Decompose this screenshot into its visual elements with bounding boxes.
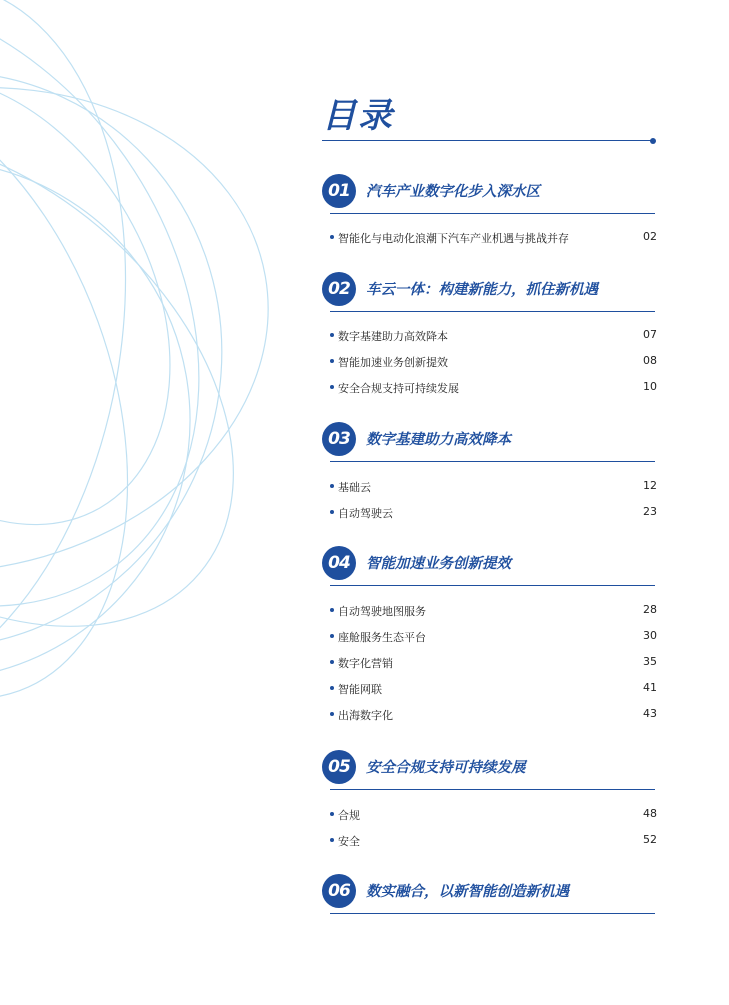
bullet-icon bbox=[330, 608, 334, 612]
toc-entry[interactable] bbox=[330, 706, 657, 724]
dot-icon bbox=[650, 138, 656, 144]
section-heading[interactable] bbox=[322, 174, 657, 214]
toc-entry-page: 12 bbox=[643, 479, 657, 492]
toc-entry-title: 智能加速业务创新提效 bbox=[338, 356, 448, 369]
toc-entry-title: 座舱服务生态平台 bbox=[338, 631, 426, 644]
toc-entry[interactable] bbox=[330, 379, 657, 397]
section-number-badge: 04 bbox=[322, 546, 356, 580]
toc-entry-page: 30 bbox=[643, 629, 657, 642]
toc-entry-title: 出海数字化 bbox=[338, 709, 393, 722]
bullet-icon bbox=[330, 686, 334, 690]
section-number-badge: 03 bbox=[322, 422, 356, 456]
toc-entry[interactable] bbox=[330, 832, 657, 850]
section-title: 车云一体：构建新能力，抓住新机遇 bbox=[366, 282, 598, 298]
title-rule bbox=[322, 140, 652, 141]
toc-entry-title: 自动驾驶地图服务 bbox=[338, 605, 426, 618]
section-rule bbox=[330, 789, 655, 790]
bullet-icon bbox=[330, 510, 334, 514]
toc-entry-title: 数字化营销 bbox=[338, 657, 393, 670]
toc-entry-title: 安全合规支持可持续发展 bbox=[338, 382, 459, 395]
toc-entry-title: 安全 bbox=[338, 835, 360, 848]
bullet-icon bbox=[330, 359, 334, 363]
section-heading[interactable] bbox=[322, 750, 657, 790]
section-heading[interactable] bbox=[322, 272, 657, 312]
toc-entry-title: 智能网联 bbox=[338, 683, 382, 696]
section-rule bbox=[330, 913, 655, 914]
section-title: 数字基建助力高效降本 bbox=[366, 432, 511, 448]
toc-entry-page: 07 bbox=[643, 328, 657, 341]
section-heading[interactable] bbox=[322, 874, 657, 914]
bullet-icon bbox=[330, 235, 334, 239]
toc-entry-title: 智能化与电动化浪潮下汽车产业机遇与挑战并存 bbox=[338, 232, 569, 245]
toc-entry-page: 08 bbox=[643, 354, 657, 367]
toc-entry-page: 02 bbox=[643, 230, 657, 243]
toc-entry[interactable] bbox=[330, 478, 657, 496]
toc-entry-title: 数字基建助力高效降本 bbox=[338, 330, 448, 343]
section-number-badge: 06 bbox=[322, 874, 356, 908]
toc-entry[interactable] bbox=[330, 229, 657, 247]
bullet-icon bbox=[330, 838, 334, 842]
section-number-badge: 02 bbox=[322, 272, 356, 306]
toc-entry-page: 52 bbox=[643, 833, 657, 846]
section-title: 数实融合，以新智能创造新机遇 bbox=[366, 884, 569, 900]
toc-entry[interactable] bbox=[330, 504, 657, 522]
toc-entry-page: 48 bbox=[643, 807, 657, 820]
toc-entry-title: 基础云 bbox=[338, 481, 371, 494]
toc-entry[interactable] bbox=[330, 680, 657, 698]
toc-entry[interactable] bbox=[330, 602, 657, 620]
section-rule bbox=[330, 311, 655, 312]
section-title: 智能加速业务创新提效 bbox=[366, 556, 511, 572]
section-title: 安全合规支持可持续发展 bbox=[366, 760, 526, 776]
toc-entry[interactable] bbox=[330, 327, 657, 345]
toc-entry-title: 自动驾驶云 bbox=[338, 507, 393, 520]
bullet-icon bbox=[330, 484, 334, 488]
section-heading[interactable] bbox=[322, 546, 657, 586]
toc-entry-page: 41 bbox=[643, 681, 657, 694]
section-rule bbox=[330, 585, 655, 586]
bullet-icon bbox=[330, 385, 334, 389]
section-heading[interactable] bbox=[322, 422, 657, 462]
bullet-icon bbox=[330, 333, 334, 337]
toc-entry-title: 合规 bbox=[338, 809, 360, 822]
toc-entry[interactable] bbox=[330, 353, 657, 371]
section-rule bbox=[330, 213, 655, 214]
bullet-icon bbox=[330, 812, 334, 816]
bullet-icon bbox=[330, 712, 334, 716]
section-rule bbox=[330, 461, 655, 462]
bullet-icon bbox=[330, 660, 334, 664]
toc-entry-page: 35 bbox=[643, 655, 657, 668]
toc-entry[interactable] bbox=[330, 628, 657, 646]
section-number-badge: 05 bbox=[322, 750, 356, 784]
toc-entry-page: 28 bbox=[643, 603, 657, 616]
toc-entry-page: 10 bbox=[643, 380, 657, 393]
toc-entry[interactable] bbox=[330, 654, 657, 672]
toc-entry[interactable] bbox=[330, 806, 657, 824]
page-title: 目录 bbox=[322, 96, 394, 136]
toc-entry-page: 43 bbox=[643, 707, 657, 720]
bullet-icon bbox=[330, 634, 334, 638]
toc-entry-page: 23 bbox=[643, 505, 657, 518]
section-number-badge: 01 bbox=[322, 174, 356, 208]
section-title: 汽车产业数字化步入深水区 bbox=[366, 184, 540, 200]
